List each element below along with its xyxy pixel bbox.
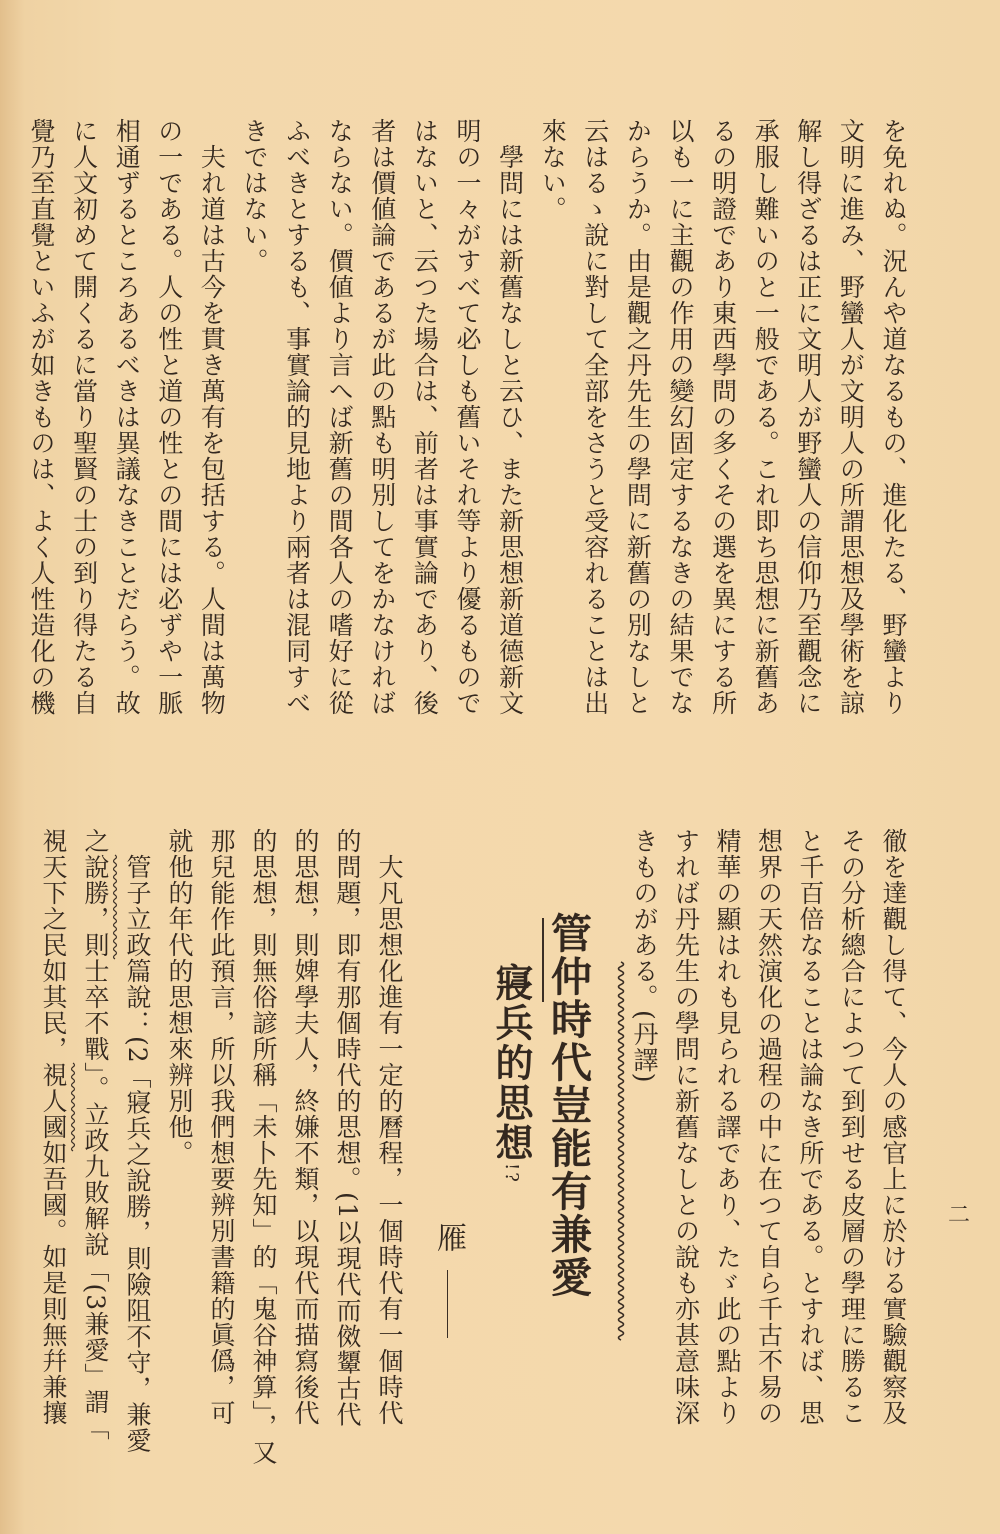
- subtitle-text: 寢兵的思想: [489, 963, 534, 1163]
- text-column: 承服し難いのと一般である。これ即ち思想に新舊あ: [751, 118, 781, 716]
- article-column: 那兒能作此預言，所以我們想要辨別書籍的眞僞，可: [207, 828, 236, 1426]
- subtitle-mark: !?: [501, 1163, 522, 1184]
- text-column: すれば丹先生の學問に新舊なしとの說も亦甚意味深: [671, 828, 701, 1426]
- text-column: ふべきとするも、事實論的見地より兩者は混同すべ: [282, 118, 312, 716]
- text-column: に人文初めて開くるに當り聖賢の士の到り得たる自: [69, 118, 99, 716]
- text-column: 徹を達觀し得て、今人の感官上に於ける實驗觀察及: [879, 828, 908, 1426]
- text-column: 學問には新舊なしと云ひ、また新思想新道德新文: [495, 144, 525, 716]
- text-column: 以も一に主觀の作用の變幻固定するなきの結果でな: [666, 118, 695, 716]
- text-column: と千百倍なることは論なき所である。とすれば、思: [796, 828, 825, 1426]
- author-rule: [447, 1270, 448, 1338]
- text-column: 相通ずるところあるべきは異議なきことだらう。故: [112, 118, 142, 716]
- text-column: 明の一々がすべて必しも舊いそれ等より優るもので: [453, 118, 482, 716]
- page-number: 二: [948, 1203, 971, 1228]
- text-column: 文明に進み、野蠻人が文明人の所謂思想及學術を諒: [836, 118, 866, 716]
- article-column: 就他的年代的思想來辨別他。: [165, 828, 194, 1166]
- text-column: 解し得ざるは正に文明人が野蠻人の信仰乃至觀念に: [793, 118, 823, 716]
- article-column: 之說勝，則士卒不戰」。立政九敗解說「(3兼愛」謂「: [81, 828, 110, 1442]
- article-subtitle: [488, 963, 534, 1184]
- text-column: 想界の天然演化の過程の中に在つて自ら千古不易の: [754, 828, 784, 1426]
- text-column: 夫れ道は古今を貫き萬有を包括する。人間は萬物: [197, 144, 227, 716]
- article-author: 雁: [431, 1222, 466, 1252]
- article-column: 的問題，即有那個時代的思想。(1以現代而傚顰古代: [333, 828, 362, 1428]
- text-column: 精華の顯はれも見られる譯であり、たゞ此の點より: [713, 828, 742, 1426]
- wavy-divider: [616, 962, 628, 1340]
- text-column: きではない。: [240, 118, 269, 274]
- article-column: 視天下之民如其民，視人國如吾國。如是則無幷兼攘: [39, 828, 68, 1426]
- text-column: るの明證であり東西學問の多くその選を異にする所: [708, 118, 738, 716]
- text-column: 者は價値論であるが此の點も明別してをかなければ: [367, 118, 397, 716]
- text-column: きものがある。(丹譯): [630, 828, 659, 1084]
- text-column: 來ない。: [538, 118, 568, 222]
- emphasis-wavy-line: [112, 855, 120, 961]
- article-column: 的思想，則無俗諺所稱「未卜先知」的「鬼谷神算」，又: [249, 828, 278, 1466]
- title-rule: [542, 918, 544, 1002]
- article-column: 管子立政篇說：(2「寢兵之說勝，則險阻不守，兼愛: [123, 854, 152, 1454]
- text-column: からうか。由是觀之丹先生の學問に新舊の別なしと: [623, 118, 653, 716]
- article-column: 大凡思想化進有一定的曆程，一個時代有一個時代: [375, 854, 404, 1426]
- text-column: はないと、云つた場合は、前者は事實論であり、後: [410, 118, 440, 716]
- text-column: その分析總合によつて到到せる皮層の學理に勝るこ: [837, 828, 867, 1426]
- emphasis-wavy-line: [70, 1063, 78, 1151]
- article-title: 管仲時代豈能有兼愛: [544, 912, 592, 1299]
- text-column: 覺乃至直覺といふが如きものは、よく人性造化の機: [27, 118, 56, 716]
- text-column: ならない。價値より言へば新舊の間各人の嗜好に從: [325, 118, 355, 716]
- article-column: 的思想，則婢學夫人，終嫌不類，以現代而描寫後代: [291, 828, 320, 1426]
- text-column: を免れぬ。況んや道なるもの、進化たる、野蠻より: [879, 118, 908, 716]
- text-column: 云はるゝ說に對して全部をさうと受容れることは出: [580, 118, 610, 716]
- text-column: の一である。人の性と道の性との間には必ずや一脈: [154, 118, 184, 716]
